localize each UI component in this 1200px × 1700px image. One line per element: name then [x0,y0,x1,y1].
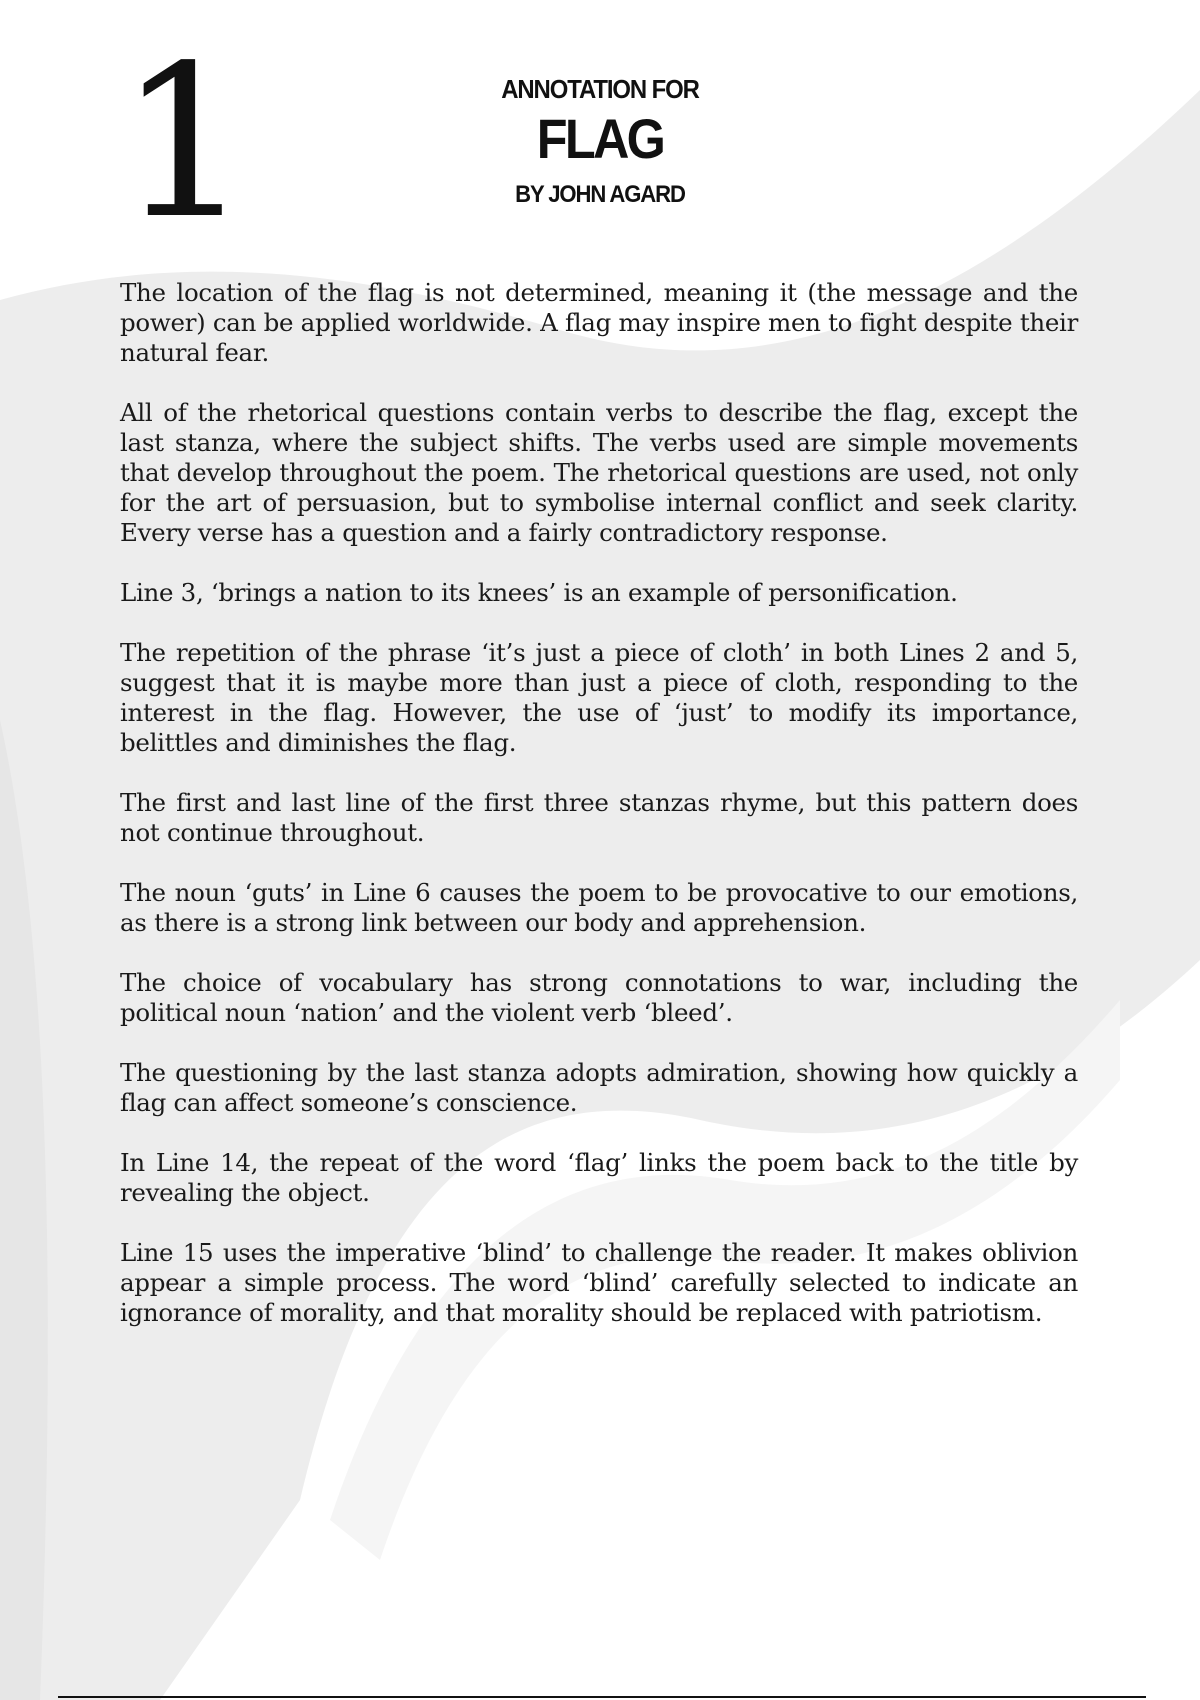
annotation-paragraph: The first and last line of the first three stanzas rhyme, but this pattern does not continue throughout. [120,788,1078,847]
header-kicker: ANNOTATION FOR [501,74,699,104]
annotation-paragraph: The questioning by the last stanza adopts admiration, showing how quickly a flag can affect someone’s conscience. [120,1058,1078,1117]
annotation-paragraph: All of the rhetorical questions contain verbs to describe the flag, except the last stanza, where the subject shifts. The verbs used are simple movements that develop throughout the poem. The rhetorical questions are used, not only for the art of persuasion, but to symbolise internal conflict and seek clarity. Every verse has a question and a fairly contradictory response. [120,398,1078,547]
annotation-paragraph: Line 3, ‘brings a nation to its knees’ is an example of personification. [120,578,958,607]
annotation-body [120,278,1078,1358]
annotation-paragraph: Line 15 uses the imperative ‘blind’ to challenge the reader. It makes oblivion appear a simple process. The word ‘blind’ carefully selected to indicate an ignorance of morality, and that morality should be replaced with patriotism. [120,1238,1078,1327]
annotation-paragraph: The repetition of the phrase ‘it’s just a piece of cloth’ in both Lines 2 and 5, suggest that it is maybe more than just a piece of cloth, responding to the interest in the flag. However, the use of ‘just’ to modify its importance, belittles and diminishes the flag. [120,638,1078,757]
page-number: 1 [118,20,248,265]
annotation-paragraph: The choice of vocabulary has strong connotations to war, including the political noun ‘nation’ and the violent verb ‘bleed’. [120,968,1078,1027]
footer-divider [58,1696,1146,1698]
annotation-paragraph: The noun ‘guts’ in Line 6 causes the poem to be provocative to our emotions, as there is a strong link between our body and apprehension. [120,878,1078,937]
page-header [400,74,800,209]
annotation-paragraph: The location of the flag is not determined, meaning it (the message and the power) can be applied worldwide. A flag may inspire men to fight despite their natural fear. [120,278,1078,367]
page-title: FLAG [536,107,664,170]
author-byline: BY JOHN AGARD [515,181,685,208]
annotation-paragraph: In Line 14, the repeat of the word ‘flag’ links the poem back to the title by revealing the object. [120,1148,1078,1207]
